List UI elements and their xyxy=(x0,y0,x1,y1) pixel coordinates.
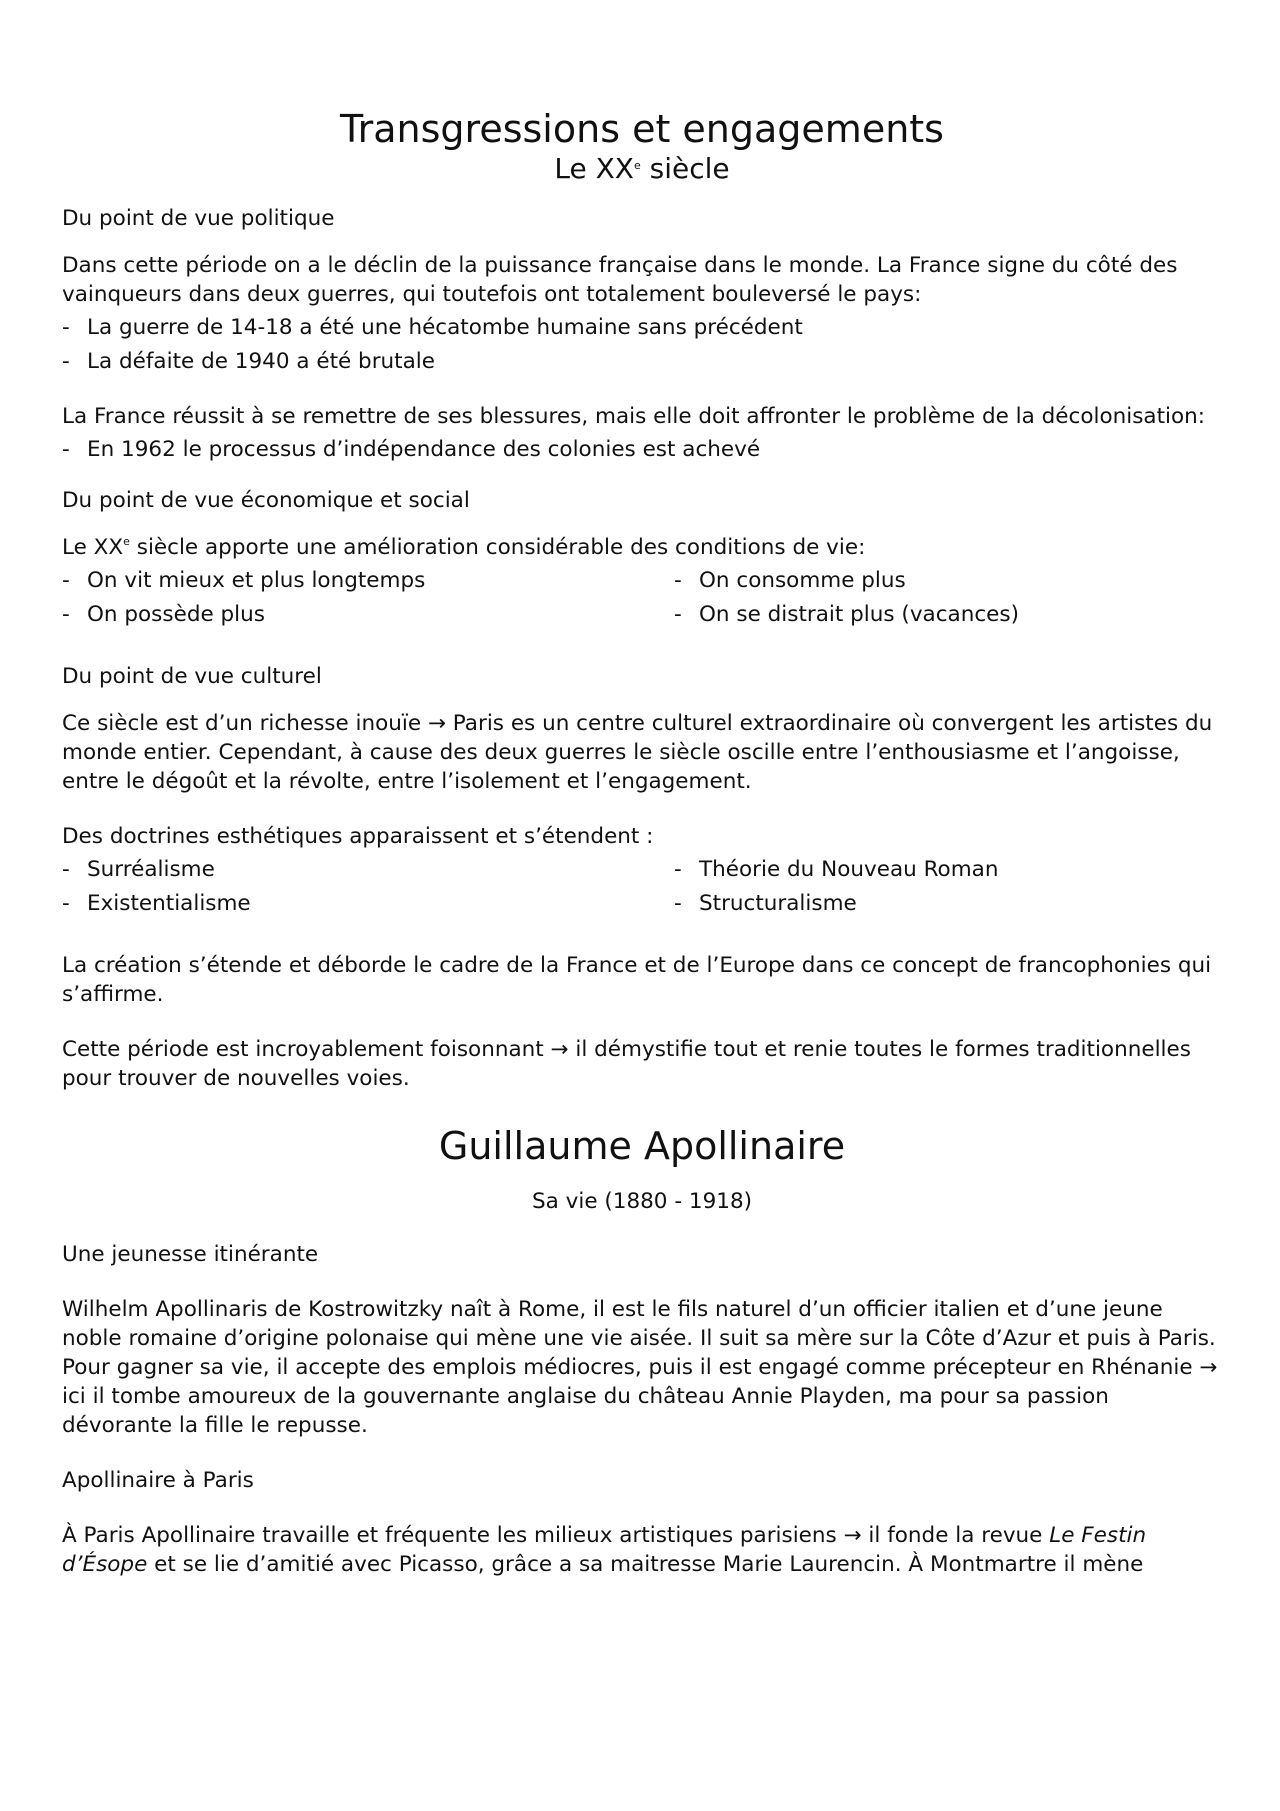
paragraph-jeunesse: Wilhelm Apollinaris de Kostrowitzky naît à Rome, il est le fils naturel d’un officier italien et d’une jeune noble romaine d’origine polonaise qui mène une vie aisée. Il suit sa mère sur la Côte d’Azur et puis à Paris. Pour gagner sa vie, il accepte des emplois médiocres, puis il est engagé comme précepteur en Rhénanie → ici il tombe amoureux de la gouvernante anglaise du château Annie Playden, ma pour sa passion dévorante la fille le repusse. xyxy=(62,1297,1218,1438)
bullet-list-left xyxy=(62,855,674,923)
list-item: - Surréalisme xyxy=(62,855,674,884)
subtitle-prefix: Le XX xyxy=(554,152,634,185)
paragraph-apollinaire-paris xyxy=(62,1521,1222,1579)
heading-politique: Du point de vue politique xyxy=(62,206,335,231)
heading-economique-social: Du point de vue économique et social xyxy=(62,488,470,513)
paragraph-culturel-2: La création s’étende et déborde le cadre de la France et de l’Europe dans ce concept de francophonies qui s’affirme. xyxy=(62,953,1212,1007)
list-item: - On vit mieux et plus longtemps xyxy=(62,566,674,595)
paris-text-1: À Paris Apollinaire travaille et fréquente les milieux artistiques parisiens → il fonde la revue xyxy=(62,1523,1050,1548)
intro-prefix: Le XX xyxy=(62,535,124,560)
list-item: - La guerre de 14-18 a été une hécatombe humaine sans précédent xyxy=(62,313,1222,342)
list-item: - Structuralisme xyxy=(674,889,1194,918)
intro-suffix: siècle apporte une amélioration considérable des conditions de vie: xyxy=(129,535,866,560)
paragraph-economique-intro xyxy=(62,533,1222,562)
list-item: - En 1962 le processus d’indépendance des colonies est achevé xyxy=(62,435,1222,464)
paragraph-politique-1: Dans cette période on a le déclin de la puissance française dans le monde. La France signe du côté des vainqueurs dans deux guerres, qui toutefois ont totalement bouleversé le pays: xyxy=(62,253,1178,307)
list-item: - La défaite de 1940 a été brutale xyxy=(62,347,1222,376)
document-subtitle xyxy=(62,152,1222,186)
document-page xyxy=(62,106,1222,1605)
two-column-list-economique xyxy=(62,566,1222,634)
bullet-list-left xyxy=(62,566,674,634)
list-item: - Existentialisme xyxy=(62,889,674,918)
apollinaire-life-dates: Sa vie (1880 - 1918) xyxy=(531,1189,753,1214)
heading-jeunesse: Une jeunesse itinérante xyxy=(62,1242,319,1267)
paris-text-2: et se lie d’amitié avec Picasso, grâce a sa maitresse Marie Laurencin. À Montmartre il mène xyxy=(147,1552,1144,1577)
paragraph-culturel-doctrines: Des doctrines esthétiques apparaissent et s’étendent : xyxy=(62,824,654,849)
paragraph-politique-2: La France réussit à se remettre de ses blessures, mais elle doit affronter le problème de la décolonisation: xyxy=(62,404,1206,429)
document-title: Transgressions et engagements xyxy=(340,107,944,151)
list-item: - On consomme plus xyxy=(674,566,1194,595)
list-item: - On se distrait plus (vacances) xyxy=(674,600,1194,629)
intro-superscript: e xyxy=(123,535,130,548)
list-item: - Théorie du Nouveau Roman xyxy=(674,855,1194,884)
two-column-list-doctrines xyxy=(62,855,1222,923)
section-title-apollinaire: Guillaume Apollinaire xyxy=(438,1124,846,1168)
subtitle-superscript: e xyxy=(633,159,641,172)
paragraph-culturel-3: Cette période est incroyablement foisonnant → il démystifie tout et renie toutes le formes traditionnelles pour trouver de nouvelles voies. xyxy=(62,1037,1191,1091)
festin-title: Le Festin d’Ésope xyxy=(62,1523,1147,1577)
bullet-list-right xyxy=(674,566,1194,634)
list-item: - On possède plus xyxy=(62,600,674,629)
heading-culturel: Du point de vue culturel xyxy=(62,664,322,689)
bullet-list-right xyxy=(674,855,1194,923)
subtitle-suffix: siècle xyxy=(640,152,730,185)
bullet-list-politique-1 xyxy=(62,313,1222,376)
paragraph-culturel-1: Ce siècle est d’un richesse inouïe → Paris es un centre culturel extraordinaire où convergent les artistes du monde entier. Cependant, à cause des deux guerres le siècle oscille entre l’enthousiasme et l’angoisse, entre le dégoût et la révolte, entre l’isolement et l’engagement. xyxy=(62,711,1213,794)
heading-apollinaire-paris: Apollinaire à Paris xyxy=(62,1468,254,1493)
bullet-list-politique-2 xyxy=(62,435,1222,464)
